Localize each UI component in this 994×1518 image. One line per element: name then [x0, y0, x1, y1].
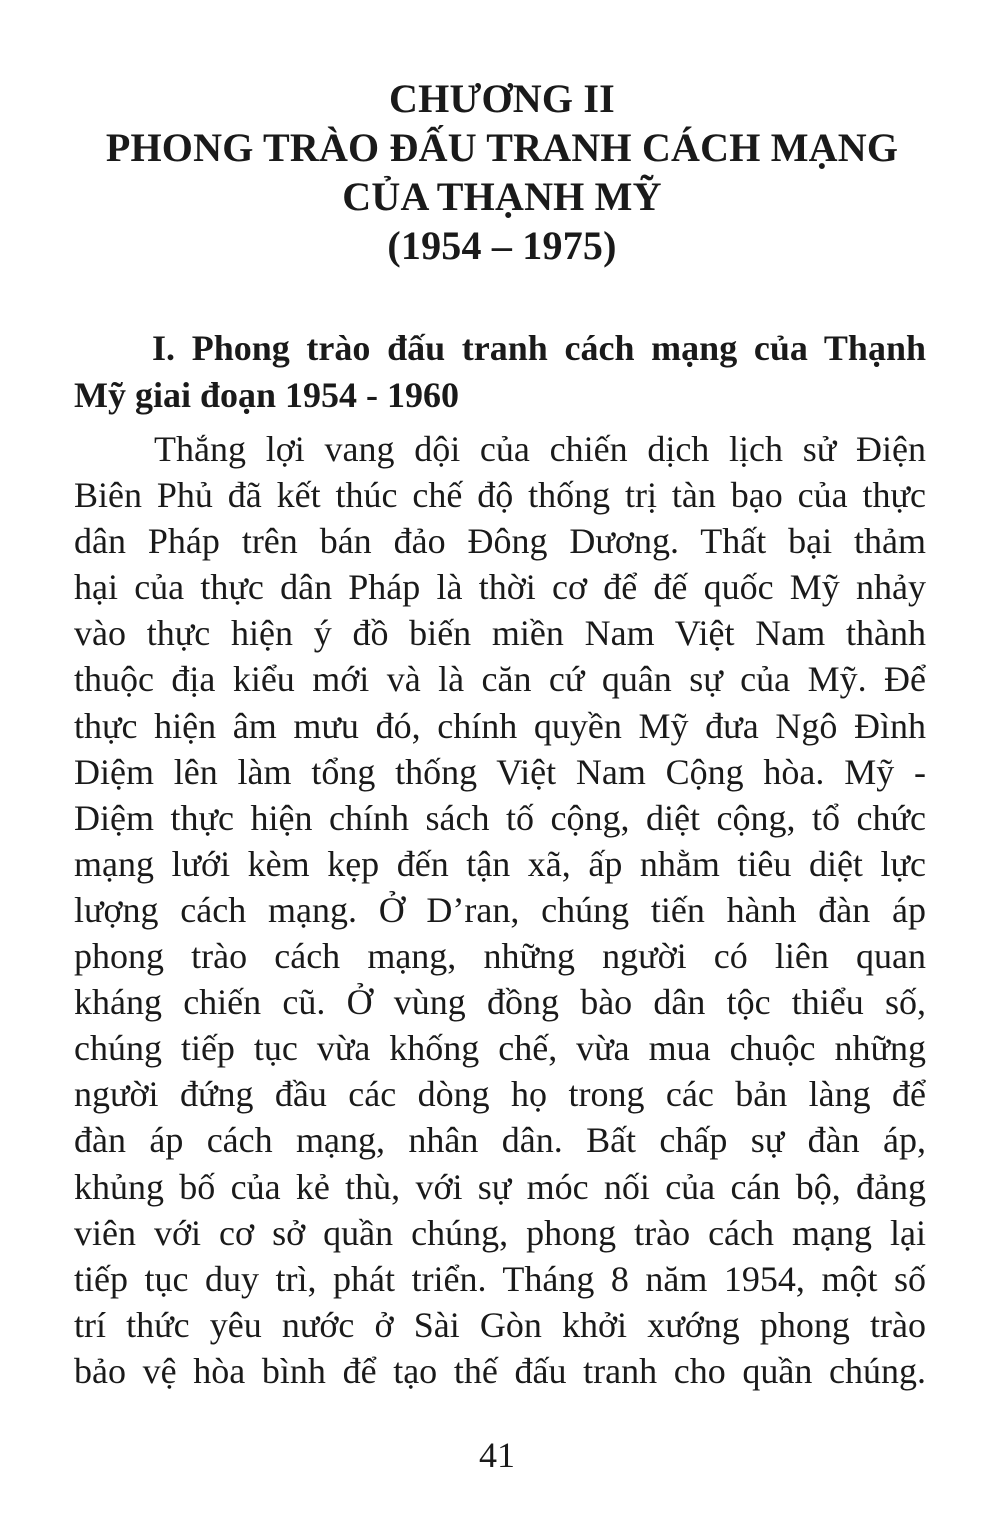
body-line: viên với cơ sở quần chúng, phong trào cách mạng lại	[74, 1212, 926, 1253]
section-heading	[74, 325, 926, 419]
body-line: Diệm lên làm tổng thống Việt Nam Cộng hòa. Mỹ -	[74, 751, 926, 792]
body-line: chúng tiếp tục vừa khống chế, vừa mua chuộc những	[74, 1028, 926, 1069]
body-line: trí thức yêu nước ở Sài Gòn khởi xướng phong trào	[74, 1304, 926, 1345]
body-line: Thắng lợi vang dội của chiến dịch lịch sử Điện	[154, 429, 926, 469]
chapter-title-line-1: PHONG TRÀO ĐẤU TRANH CÁCH MẠNG	[105, 125, 899, 170]
body-paragraph	[74, 426, 926, 1394]
body-line: khủng bố của kẻ thù, với sự móc nối của cán bộ, đảng	[74, 1166, 926, 1207]
body-line: người đứng đầu các dòng họ trong các bản làng để	[74, 1074, 926, 1115]
body-line: Biên Phủ đã kết thúc chế độ thống trị tàn bạo của thực	[74, 475, 926, 516]
body-line: kháng chiến cũ. Ở vùng đồng bào dân tộc thiểu số,	[74, 982, 926, 1023]
body-line: bảo vệ hòa bình để tạo thế đấu tranh cho quần chúng.	[74, 1350, 926, 1391]
body-line: mạng lưới kèm kẹp đến tận xã, ấp nhằm tiêu diệt lực	[74, 843, 926, 884]
body-line: tiếp tục duy trì, phát triển. Tháng 8 năm 1954, một số	[74, 1258, 926, 1299]
body-line: phong trào cách mạng, những người có liên quan	[74, 936, 926, 977]
body-line: hại của thực dân Pháp là thời cơ để đế quốc Mỹ nhảy	[74, 567, 926, 608]
chapter-label: CHƯƠNG II	[389, 76, 615, 121]
body-line: thuộc địa kiểu mới và là căn cứ quân sự của Mỹ. Để	[74, 659, 926, 700]
chapter-heading	[70, 74, 934, 270]
section-heading-line-2: Mỹ giai đoạn 1954 - 1960	[74, 375, 460, 415]
body-line: Diệm thực hiện chính sách tố cộng, diệt cộng, tổ chức	[74, 797, 926, 838]
body-line: thực hiện âm mưu đó, chính quyền Mỹ đưa Ngô Đình	[74, 705, 926, 746]
chapter-title-line-2: CỦA THẠNH MỸ	[342, 174, 662, 219]
section-heading-line-1: I. Phong trào đấu tranh cách mạng của Thạnh	[152, 328, 926, 368]
body-line: dân Pháp trên bán đảo Đông Dương. Thất bại thảm	[74, 521, 926, 562]
chapter-period: (1954 – 1975)	[387, 223, 617, 268]
body-line: đàn áp cách mạng, nhân dân. Bất chấp sự đàn áp,	[74, 1120, 926, 1161]
body-line: vào thực hiện ý đồ biến miền Nam Việt Nam thành	[74, 613, 926, 654]
body-line: lượng cách mạng. Ở D’ran, chúng tiến hành đàn áp	[74, 889, 926, 930]
page-number: 41	[479, 1435, 515, 1475]
